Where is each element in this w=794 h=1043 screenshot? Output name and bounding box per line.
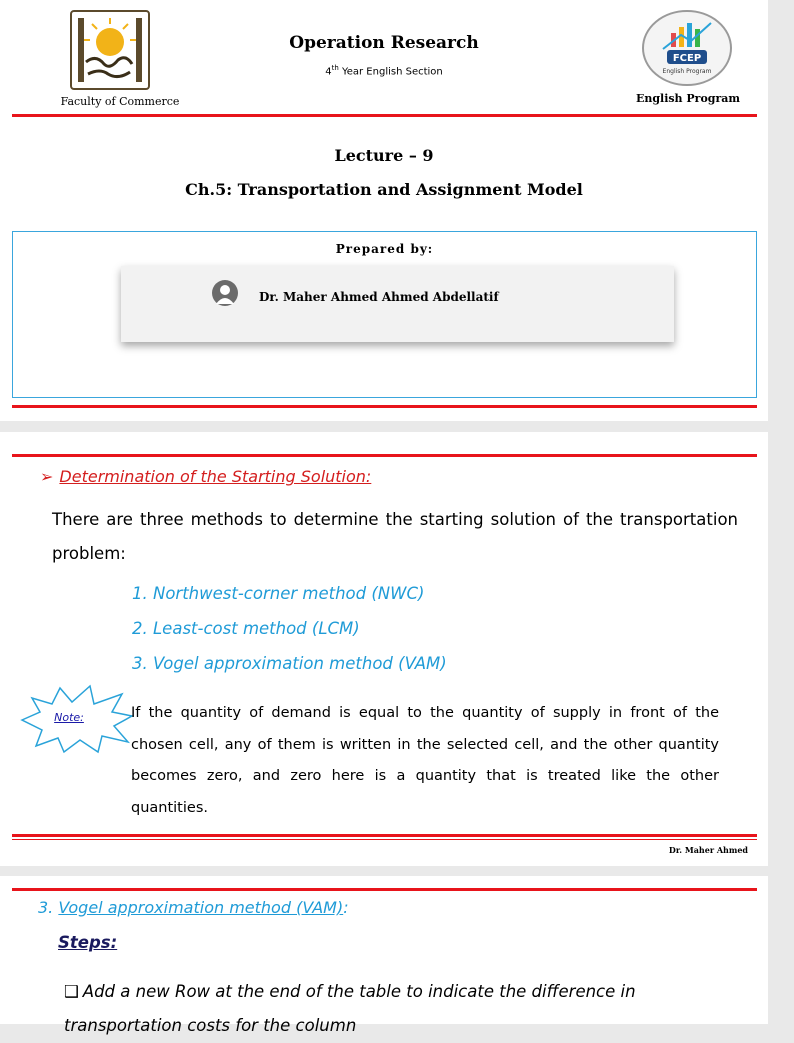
- course-title: Operation Research: [289, 33, 479, 53]
- list-item: 3. Vogel approximation method (VAM): [132, 654, 447, 673]
- footer-author: Dr. Maher Ahmed: [668, 845, 748, 855]
- checkbox-bullet-icon: ❑: [64, 982, 79, 1001]
- program-logo-text: FCEP: [672, 53, 702, 64]
- note-label: Note:: [54, 711, 84, 724]
- section-heading: ➢ Determination of the Starting Solution:: [40, 467, 372, 486]
- author-card: [121, 266, 674, 342]
- university-logo: [70, 10, 150, 90]
- list-item: 2. Least-cost method (LCM): [132, 619, 360, 638]
- bottom-divider: [12, 834, 757, 837]
- course-subtitle: 4th Year English Section: [325, 64, 443, 78]
- faculty-label: Faculty of Commerce: [60, 95, 180, 108]
- bottom-divider-thin: [12, 839, 757, 840]
- footer-divider: [12, 405, 757, 408]
- content-slide-vam: [0, 876, 768, 1035]
- list-item: 1. Northwest-corner method (NWC): [132, 584, 425, 603]
- note-paragraph: If the quantity of demand is equal to the quantity of supply in front of the chosen cell, any of them is written in the selected cell, and the other quantity becomes zero, and zero here is a quantity that is treated like the other quantities.: [131, 705, 719, 816]
- program-label: English Program: [635, 92, 741, 105]
- program-logo: [641, 9, 733, 87]
- top-divider: [12, 888, 757, 891]
- arrow-bullet-icon: ➢: [40, 467, 54, 486]
- prepared-by-box: [12, 231, 757, 398]
- prepared-by-label: Prepared by:: [335, 242, 434, 256]
- intro-paragraph: There are three methods to determine the starting solution of the transportation problem:: [52, 510, 738, 563]
- header-divider: [12, 114, 757, 117]
- steps-label: Steps:: [58, 933, 118, 952]
- chapter-title: Ch.5: Transportation and Assignment Model: [185, 180, 583, 199]
- title-slide: [0, 0, 768, 421]
- lecture-number: Lecture – 9: [334, 146, 434, 165]
- methods-list: [132, 580, 447, 685]
- content-slide-starting-solution: [0, 432, 768, 866]
- top-divider: [12, 454, 757, 457]
- step-item: ❑ Add a new Row at the end of the table to indicate the difference in transportation costs for the column: [64, 982, 636, 1035]
- avatar-icon: [212, 280, 238, 306]
- author-name: Dr. Maher Ahmed Ahmed Abdellatif: [259, 290, 499, 304]
- program-logo-subtext: English Program: [662, 68, 712, 75]
- vam-heading: 3. Vogel approximation method (VAM):: [38, 898, 349, 917]
